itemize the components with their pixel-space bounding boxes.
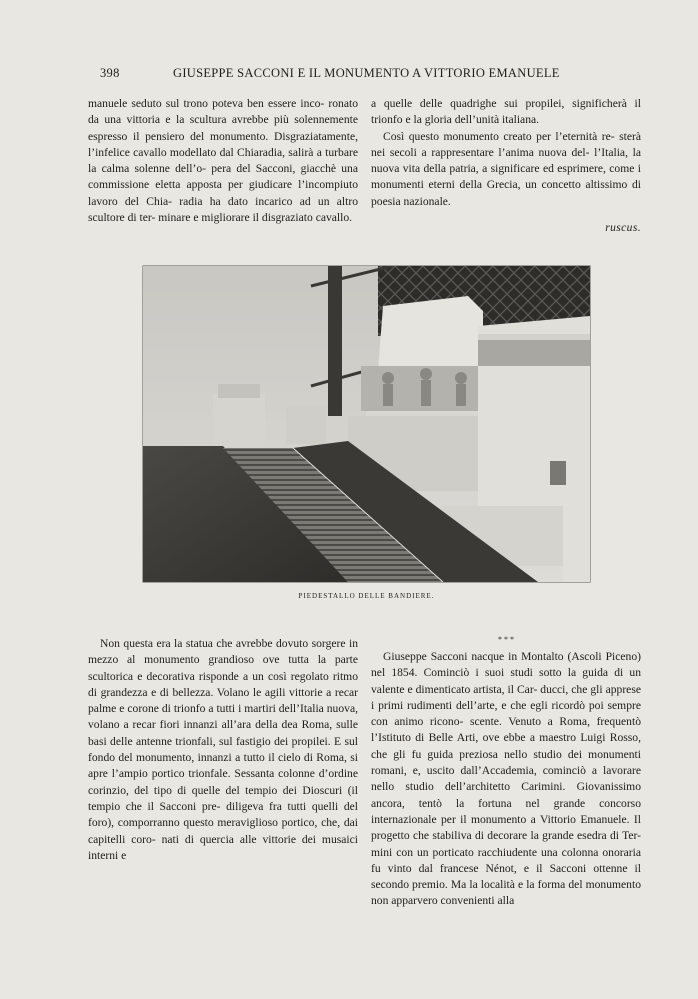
- page-number: 398: [100, 66, 120, 80]
- section-divider-asterisks: * * *: [498, 635, 514, 644]
- running-title: GIUSEPPE SACCONI E IL MONUMENTO A VITTORIO EMANUELE: [173, 66, 560, 80]
- paragraph: manuele seduto sul trono poteva ben essere inco- ronato da una vittoria e la scultura avrebbe più solennemente espresso il pensiero del monumento. Disgraziatamente, l’infelice cavallo modellato dal Chiaradia, salirà a turbare la calma solenne dell’o- pera del Sacconi, giacchè una commissione eletta apposta per giudicare l’incompiuto lavoro del Chia- radia ha dato incarico ad un altro scultore di ter- minare e migliorare il disgraziato cavallo.: [88, 97, 358, 225]
- text-column-top-right: [371, 96, 641, 236]
- figure-caption: PIEDESTALLO DELLE BANDIERE.: [298, 592, 435, 600]
- text-column-bottom-right: [371, 636, 641, 910]
- paragraph: Giuseppe Sacconi nacque in Montalto (Ascoli Piceno) nel 1854. Cominciò i suoi studi sotto la guida di un valente e dimenticato artista, il Car- ducci, che gli apprese i primi rudimenti dell’arte, e che egli ricordò poi sempre con animo ricono- scente. Venuto a Roma, frequentò l’Istituto di Belle Arti, ove ebbe a maestro Luigi Rosso, che gli fu guida preziosa nello studio dei monumenti romani, e, uscito dall’Accademia, cominciò a lavorare nello studio dell’architetto Carimini. Giovanissimo ancora, tentò la fortuna nel grande concorso internazionale per il monumento a Vittorio Emanuele. Il progetto che stabiliva di decorare la grande esedra di Ter- mini con un porticato racchiudente una colonna onoraria fu vinto dal francese Nénot, e il Sacconi ottenne il secondo premio. Ma la località e la forma del monumento non apparvero convenienti alla: [371, 650, 641, 908]
- photo-illustration: [143, 266, 590, 582]
- paragraph: a quelle delle quadrighe sui propilei, significherà il trionfo e la gloria dell’unità italiana.: [371, 97, 641, 127]
- text-column-bottom-left: [88, 636, 358, 864]
- author-signature: ruscus.: [605, 222, 641, 235]
- paragraph: Così questo monumento creato per l’eternità re- sterà nei secoli a rappresentare l’anima nuova del- l’Italia, la nuova vita della patria, a significare ed esprimere, come i monumenti eterni della Grecia, un concetto altissimo di poesia nazionale.: [371, 129, 641, 208]
- monument-photograph: [143, 266, 590, 582]
- text-column-top-left: [88, 96, 358, 226]
- paragraph: Non questa era la statua che avrebbe dovuto sorgere in mezzo al monumento grandioso ove tutta la parte scultorica e decorativa risponde a un così regolato ritmo di grandezza e di bellezza. Volano le agili vittorie a recar palme e corone di trionfo a tutti i martiri dell’Italia nuova, volano a recar fiori innanzi all’ara della dea Roma, sulle basi delle antenne trionfali, sul fastigio dei propilei. E sul fondo del monumento, innanzi a tutto il cielo di Roma, si apre l’ampio portico trionfale. Sessanta colonne d’ordine corinzio, del tipo di quelle del tempio dei Dioscuri (il tempio che il Sacconi pre- diligeva fra tutti quelli del foro), comporranno questo meraviglioso portico, che, dai capitelli coro- nati di quercia alle vittorie dei musaici interni e: [88, 637, 358, 862]
